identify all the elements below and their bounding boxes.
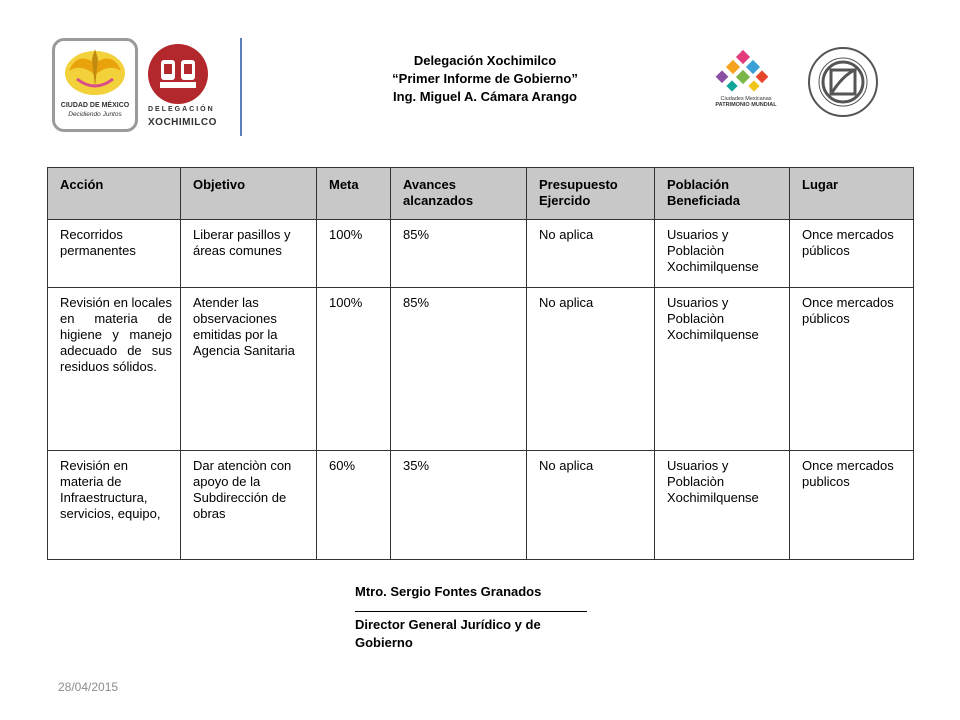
cell-objetivo: Atender las observaciones emitidas por la Agencia Sanitaria — [181, 288, 317, 451]
header-line3: Ing. Miguel A. Cámara Arango — [393, 89, 577, 104]
delegacion-emblem-icon — [148, 44, 208, 104]
header-lugar: Lugar — [790, 168, 914, 220]
signature-block — [355, 583, 595, 652]
document-header — [330, 52, 640, 106]
cell-meta: 100% — [317, 288, 391, 451]
cell-poblacion: Usuarios y Poblaciòn Xochimilquense — [655, 220, 790, 288]
cell-meta: 100% — [317, 220, 391, 288]
header-line1: Delegación Xochimilco — [413, 53, 557, 68]
cell-avances: 85% — [391, 220, 527, 288]
header-objetivo: Objetivo — [181, 168, 317, 220]
cell-lugar: Once mercados públicos — [790, 220, 914, 288]
signature-name: Mtro. Sergio Fontes Granados — [355, 584, 542, 599]
cell-objetivo: Liberar pasillos y áreas comunes — [181, 220, 317, 288]
cell-lugar: Once mercados públicos — [790, 288, 914, 451]
header-avances: Avances alcanzados — [391, 168, 527, 220]
header-line2: “Primer Informe de Gobierno” — [392, 71, 578, 86]
cdmx-logo-name: CIUDAD DE MÉXICO — [60, 102, 130, 109]
cell-poblacion: Usuarios y Poblaciòn Xochimilquense — [655, 451, 790, 560]
table-header-row — [48, 168, 914, 220]
actions-table — [47, 167, 914, 560]
delegacion-logo — [144, 42, 224, 132]
table-row — [48, 451, 914, 560]
header-presupuesto: Presupuesto Ejercido — [527, 168, 655, 220]
delegacion-logo-line1: DELEGACIÓN — [148, 106, 215, 113]
cdmx-logo-tagline: Decidiendo Juntos — [68, 111, 122, 118]
cell-accion: Revisión en locales en materia de higiene y manejo adecuado de sus residuos sólidos. — [48, 288, 181, 451]
patrimonio-logo-line2: PATRIMONIO MUNDIAL — [715, 102, 777, 108]
table-row — [48, 220, 914, 288]
patrimonio-emblem-icon — [700, 48, 792, 96]
angel-icon — [55, 41, 135, 101]
header-accion: Acción — [48, 168, 181, 220]
cell-meta: 60% — [317, 451, 391, 560]
header-meta: Meta — [317, 168, 391, 220]
cell-presupuesto: No aplica — [527, 451, 655, 560]
footer-date: 28/04/2015 — [58, 680, 119, 694]
patrimonio-logo-line1: Ciudades Mexicanas — [720, 96, 772, 102]
cell-accion: Recorridos permanentes — [48, 220, 181, 288]
cell-avances: 85% — [391, 288, 527, 451]
patrimonio-logo — [700, 48, 792, 118]
cdmx-logo — [52, 38, 138, 132]
table-row — [48, 288, 914, 451]
cell-accion: Revisión en materia de Infraestructura, servicios, equipo, — [48, 451, 181, 560]
header-poblacion: Población Beneficiada — [655, 168, 790, 220]
delegacion-logo-line2: XOCHIMILCO — [148, 117, 217, 128]
cell-presupuesto: No aplica — [527, 220, 655, 288]
signature-title: Director General Jurídico y de Gobierno — [355, 617, 541, 650]
world-heritage-emblem-icon — [806, 45, 880, 119]
header-divider — [240, 38, 242, 136]
cell-avances: 35% — [391, 451, 527, 560]
cell-presupuesto: No aplica — [527, 288, 655, 451]
signature-line — [355, 601, 587, 612]
cell-lugar: Once mercados publicos — [790, 451, 914, 560]
cell-objetivo: Dar atenciòn con apoyo de la Subdirección de obras — [181, 451, 317, 560]
cell-poblacion: Usuarios y Poblaciòn Xochimilquense — [655, 288, 790, 451]
